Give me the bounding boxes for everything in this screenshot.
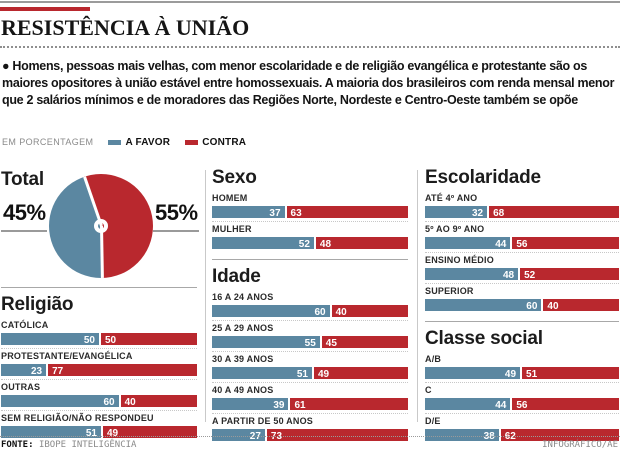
bar-row	[212, 290, 408, 320]
favor-segment	[1, 395, 119, 407]
contra-value: 40	[335, 307, 347, 318]
favor-swatch-icon	[108, 140, 121, 145]
favor-segment	[425, 429, 499, 441]
bar-label: 25 A 29 ANOS	[212, 323, 274, 333]
favor-percent: 45%	[1, 200, 47, 232]
section-heading-classe: Classe social	[425, 328, 543, 349]
bar-row	[425, 252, 619, 283]
bar-row	[212, 191, 408, 221]
bar-row	[425, 352, 619, 382]
bar-label: 30 A 39 ANOS	[212, 354, 274, 364]
legend	[2, 137, 246, 147]
contra-value: 48	[319, 239, 332, 250]
page-title: RESISTÊNCIA À UNIÃO	[1, 15, 250, 40]
favor-segment	[212, 367, 312, 379]
contra-value: 56	[516, 239, 528, 250]
bar-label: A PARTIR DE 50 ANOS	[212, 416, 313, 426]
contra-segment	[520, 268, 619, 280]
favor-value: 55	[304, 338, 316, 349]
pie-center-ring	[94, 219, 108, 233]
stacked-bar	[425, 268, 619, 280]
bar-row	[212, 221, 408, 252]
section-heading-religiao: Religião	[1, 294, 74, 315]
column-divider	[417, 170, 418, 422]
section-separator	[425, 321, 619, 322]
contra-value: 45	[325, 338, 337, 349]
bar-label: A/B	[425, 354, 442, 364]
stacked-bar	[425, 206, 619, 218]
contra-segment	[512, 398, 619, 410]
favor-value: 60	[314, 307, 326, 318]
favor-legend-label: A FAVOR	[125, 136, 171, 148]
stacked-bar	[212, 398, 408, 410]
contra-value: 56	[516, 400, 528, 411]
contra-value: 51	[526, 369, 538, 380]
bar-row	[1, 318, 197, 348]
bar-label: 40 A 49 ANOS	[212, 385, 274, 395]
infographic-credit: INFOGRÁFICO/AE	[542, 440, 618, 450]
contra-legend-label: CONTRA	[202, 136, 247, 148]
favor-segment	[212, 429, 265, 441]
footer-dotted-rule	[0, 436, 620, 437]
contra-segment	[489, 206, 619, 218]
bar-label: 16 A 24 ANOS	[212, 292, 274, 302]
contra-segment	[332, 305, 408, 317]
stacked-bar	[212, 367, 408, 379]
pie-divider	[100, 226, 104, 278]
favor-value: 49	[504, 369, 517, 380]
bar-row	[425, 382, 619, 413]
contra-value: 52	[524, 270, 536, 281]
contra-value: 62	[504, 431, 516, 442]
favor-segment	[425, 206, 487, 218]
favor-segment	[212, 336, 320, 348]
contra-segment	[316, 237, 408, 249]
favor-value: 51	[296, 369, 308, 380]
source-name: IBOPE INTELIGÊNCIA	[38, 440, 137, 450]
bar-label: C	[425, 385, 432, 395]
bar-label: SEM RELIGIÃO/NÃO RESPONDEU	[1, 413, 154, 423]
favor-value: 39	[273, 400, 285, 411]
contra-segment	[543, 299, 619, 311]
favor-segment	[425, 367, 520, 379]
contra-segment	[101, 333, 197, 345]
bar-row	[425, 221, 619, 252]
favor-value: 38	[483, 431, 495, 442]
stacked-bar	[1, 395, 197, 407]
accent-bar	[0, 7, 90, 11]
favor-segment	[212, 206, 285, 218]
favor-segment	[1, 333, 99, 345]
bar-row	[1, 348, 197, 379]
favor-value: 44	[495, 239, 507, 250]
bar-row	[212, 382, 408, 413]
contra-value: 40	[547, 301, 559, 312]
total-section	[1, 168, 197, 280]
section-heading-idade: Idade	[212, 266, 261, 287]
contra-percent: 55%	[153, 200, 199, 232]
contra-segment	[48, 364, 197, 376]
favor-value: 60	[526, 301, 538, 312]
favor-value: 50	[83, 335, 95, 346]
column-sexo-idade	[212, 168, 408, 444]
stacked-bar	[425, 398, 619, 410]
bar-label: MULHER	[212, 224, 252, 234]
contra-value: 49	[106, 428, 119, 439]
top-rule	[0, 1, 620, 3]
column-escolaridade-classe	[425, 168, 619, 444]
contra-value: 68	[493, 208, 505, 219]
stacked-bar	[212, 237, 408, 249]
stacked-bar	[212, 429, 408, 441]
bar-label: D/E	[425, 416, 441, 426]
stacked-bar	[425, 237, 619, 249]
contra-value: 73	[270, 431, 283, 442]
favor-segment	[425, 398, 510, 410]
contra-value: 40	[124, 397, 136, 408]
section-separator	[1, 287, 197, 288]
source-credit	[1, 440, 136, 450]
favor-value: 23	[30, 366, 43, 377]
contra-segment	[512, 237, 619, 249]
favor-value: 52	[298, 239, 310, 250]
stacked-bar	[425, 367, 619, 379]
favor-segment	[212, 305, 330, 317]
contra-segment	[121, 395, 197, 407]
title-dotted-rule	[0, 46, 620, 48]
classe-rows	[425, 352, 619, 444]
bar-label: CATÓLICA	[1, 320, 49, 330]
contra-segment	[314, 367, 408, 379]
bar-label: OUTRAS	[1, 382, 41, 392]
religiao-rows	[1, 318, 197, 441]
bar-row	[1, 379, 197, 410]
favor-value: 27	[249, 431, 261, 442]
contra-swatch-icon	[185, 140, 198, 145]
contra-segment	[267, 429, 408, 441]
legend-unit-label: EM PORCENTAGEM	[2, 137, 94, 147]
column-divider	[205, 170, 206, 422]
favor-value: 44	[495, 400, 507, 411]
stacked-bar	[212, 336, 408, 348]
stacked-bar	[212, 305, 408, 317]
favor-segment	[212, 398, 288, 410]
contra-segment	[522, 367, 619, 379]
stacked-bar	[1, 333, 197, 345]
section-heading-sexo: Sexo	[212, 167, 257, 188]
bar-label: 5º AO 9º ANO	[425, 224, 485, 234]
favor-segment	[425, 237, 510, 249]
favor-value: 48	[502, 270, 515, 281]
section-heading-escolaridade: Escolaridade	[425, 167, 541, 188]
contra-value: 63	[290, 208, 302, 219]
section-separator	[212, 259, 408, 260]
bar-row	[212, 413, 408, 444]
favor-value: 60	[103, 397, 115, 408]
favor-segment	[425, 299, 541, 311]
intro-text: ● Homens, pessoas mais velhas, com menor escolaridade e de religião evangélica e protestante são os maiores opositores à união estável entre homossexuais. A maioria dos brasileiros com renda mensal menor que 2 salários mínimos e de moradores das Regiões Norte, Nordeste e Centro-Oeste também se opõe	[2, 59, 615, 107]
favor-segment	[212, 237, 314, 249]
contra-value: 50	[105, 335, 117, 346]
contra-segment	[322, 336, 408, 348]
idade-rows	[212, 290, 408, 444]
favor-value: 32	[471, 208, 484, 219]
column-total-religiao	[1, 168, 197, 441]
stacked-bar	[425, 299, 619, 311]
stacked-bar	[212, 206, 408, 218]
contra-segment	[290, 398, 408, 410]
bar-label: HOMEM	[212, 193, 248, 203]
bar-row	[425, 283, 619, 314]
bar-row	[212, 320, 408, 351]
favor-segment	[1, 364, 46, 376]
favor-segment	[425, 268, 518, 280]
source-label: FONTE:	[1, 440, 34, 450]
contra-segment	[287, 206, 408, 218]
bar-row	[212, 351, 408, 382]
sexo-rows	[212, 191, 408, 252]
bar-label: SUPERIOR	[425, 286, 474, 296]
total-pie	[49, 174, 153, 278]
escolaridade-rows	[425, 191, 619, 314]
bar-row	[425, 191, 619, 221]
contra-value: 49	[317, 369, 330, 380]
stacked-bar	[1, 364, 197, 376]
favor-value: 37	[269, 208, 281, 219]
bar-label: PROTESTANTE/EVANGÉLICA	[1, 351, 133, 361]
favor-value: 51	[85, 428, 97, 439]
bar-label: ATÉ 4º ANO	[425, 193, 478, 203]
contra-value: 77	[52, 366, 64, 377]
total-heading: Total	[1, 169, 44, 190]
contra-value: 61	[294, 400, 306, 411]
bar-label: ENSINO MÉDIO	[425, 255, 494, 265]
